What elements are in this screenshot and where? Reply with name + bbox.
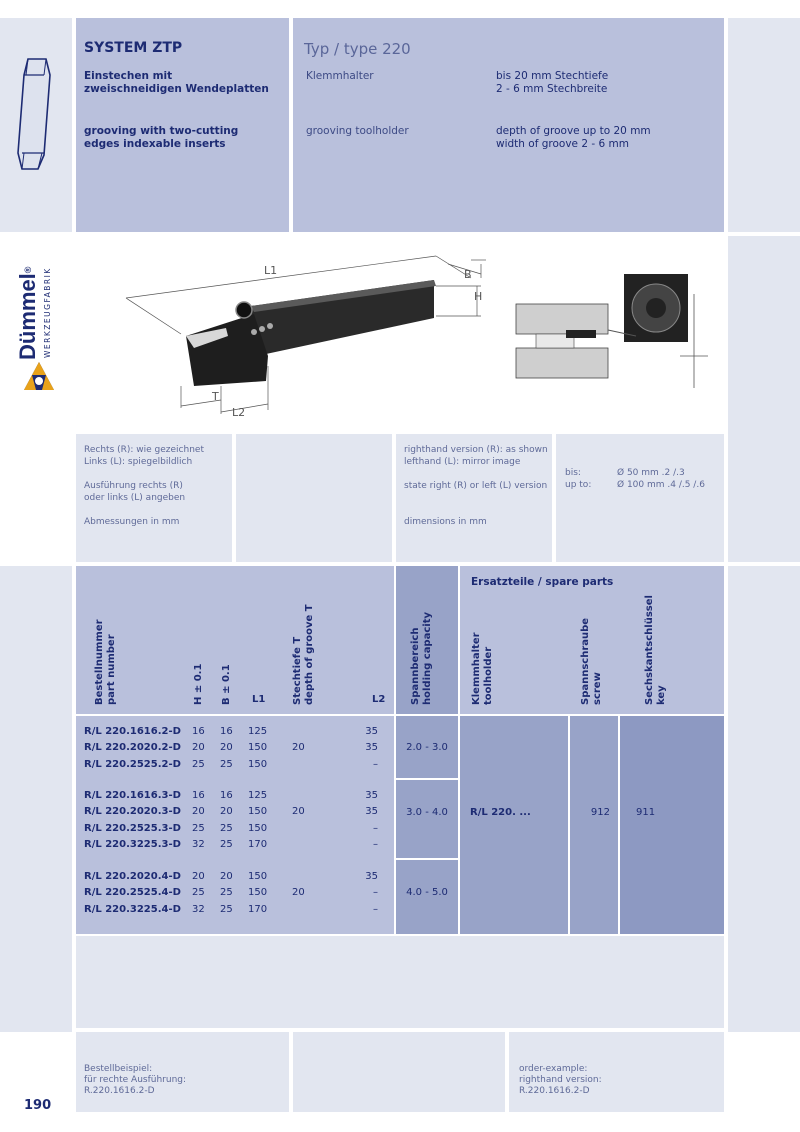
h-value: 16 — [192, 790, 205, 801]
label-h: H — [474, 290, 483, 303]
depth-value: 20 — [292, 742, 305, 754]
l2-value: – — [373, 758, 378, 770]
capacity-value: 2.0 - 3.0 — [406, 742, 448, 753]
header-toolholder-en: toolholder — [483, 646, 494, 705]
right-mid-panel — [728, 236, 800, 562]
info-de-line: Rechts (R): wie gezeichnet — [84, 445, 204, 455]
de-holder: Klemmhalter — [306, 70, 374, 82]
en-desc-line: edges indexable inserts — [84, 138, 226, 150]
bis-label: bis: — [565, 468, 581, 478]
info-panel-4 — [556, 434, 724, 562]
header-h: H ± 0.1 — [193, 663, 204, 705]
header-toolholder-de: Klemmhalter — [471, 632, 482, 705]
key-value: 911 — [636, 807, 656, 818]
label-t: T — [212, 390, 219, 403]
capacity-info — [565, 467, 705, 491]
l2-value: 35 — [365, 726, 378, 737]
b-value: 16 — [220, 790, 233, 801]
part-number: R/L 220.1616.2-D — [84, 726, 181, 737]
header-screw-en: screw — [592, 672, 603, 705]
part-number: R/L 220.3225.4-D — [84, 903, 181, 915]
l2-value: 35 — [365, 742, 378, 754]
b-value: 20 — [220, 742, 233, 754]
part-number: R/L 220.2525.3-D — [84, 822, 181, 834]
part-number: R/L 220.1616.3-D — [84, 790, 181, 801]
type-title: Typ / type 220 — [304, 40, 411, 58]
table-row — [84, 724, 378, 740]
part-number: R/L 220.3225.3-D — [84, 838, 181, 850]
l1-value: 170 — [248, 903, 268, 915]
header-key-de: Sechskantschlüssel — [644, 595, 655, 705]
technical-drawing — [76, 236, 724, 432]
en-depth-line: width of groove 2 - 6 mm — [496, 138, 629, 150]
de-desc-line: zweischneidigen Wendeplatten — [84, 83, 269, 95]
footer-panel-2 — [293, 1032, 505, 1112]
info-panel-2 — [236, 434, 392, 562]
l2-value: – — [373, 903, 378, 915]
header-depth-de: Stechtiefe T — [292, 636, 303, 705]
h-value: 25 — [192, 822, 205, 834]
h-value: 20 — [192, 871, 205, 882]
toolholder-cell — [460, 716, 568, 934]
l1-value: 150 — [248, 887, 268, 899]
de-depth — [496, 70, 608, 96]
part-number: R/L 220.2020.2-D — [84, 742, 181, 754]
b-value: 20 — [220, 871, 233, 882]
l2-value: 35 — [365, 806, 378, 818]
h-value: 20 — [192, 806, 205, 818]
brand-name: Dümmel — [15, 273, 40, 360]
header-part-number — [94, 619, 118, 705]
footer-de — [84, 1064, 186, 1097]
footer-en — [519, 1064, 602, 1097]
h-value: 32 — [192, 903, 205, 915]
en-description — [84, 125, 238, 151]
brand-sub: WERKZEUGFABRIK — [43, 267, 52, 358]
capacity-value: 4.0 - 5.0 — [406, 887, 448, 898]
group-3-rows — [84, 869, 378, 918]
header-depth — [292, 604, 316, 705]
footer-en-line: righthand version: — [519, 1075, 602, 1085]
table-row — [84, 837, 378, 853]
info-en-line: state right (R) or left (L) version — [404, 481, 548, 491]
capacity-cell-2 — [396, 780, 458, 858]
h-value: 20 — [192, 742, 205, 754]
spare-parts-title: Ersatzteile / spare parts — [471, 576, 614, 588]
l1-value: 150 — [248, 871, 268, 882]
de-description — [84, 70, 269, 96]
part-number: R/L 220.2020.3-D — [84, 806, 181, 818]
table-row — [84, 757, 378, 773]
header-screw — [580, 618, 604, 705]
bis-value: Ø 50 mm .2 /.3 — [617, 468, 685, 478]
depth-value: 20 — [292, 806, 305, 818]
sidebar-table-panel — [0, 566, 72, 1032]
header-part-number-en: part number — [106, 634, 117, 705]
l1-value: 150 — [248, 806, 268, 818]
l1-value: 125 — [248, 790, 268, 801]
de-depth-line: bis 20 mm Stechtiefe — [496, 70, 609, 82]
info-de-line: Abmessungen in mm — [84, 517, 180, 527]
screw-cell — [570, 716, 618, 934]
header-depth-en: depth of groove T — [304, 604, 315, 705]
right-top-panel — [728, 18, 800, 232]
b-value: 25 — [220, 758, 233, 770]
l2-value: 35 — [365, 790, 378, 801]
table-row — [84, 740, 378, 756]
info-en — [404, 444, 548, 528]
l1-value: 170 — [248, 838, 268, 850]
l2-value: – — [373, 822, 378, 834]
page-number: 190 — [24, 1098, 52, 1113]
header-capacity-de: Spannbereich — [410, 627, 421, 705]
key-cell — [620, 716, 724, 934]
table-footer-panel — [76, 936, 724, 1028]
label-b: B — [464, 268, 472, 281]
footer-en-line: R.220.1616.2-D — [519, 1086, 590, 1096]
footer-de-line: für rechte Ausführung: — [84, 1075, 187, 1085]
b-value: 25 — [220, 822, 233, 834]
b-value: 16 — [220, 726, 233, 737]
table-row — [84, 821, 378, 837]
info-de — [84, 444, 204, 528]
info-en-line: righthand version (R): as shown — [404, 445, 548, 455]
header-toolholder — [471, 632, 495, 705]
header-l2: L2 — [372, 694, 386, 705]
footer-en-line: order-example: — [519, 1064, 588, 1074]
en-depth — [496, 125, 651, 151]
header-screw-de: Spannschraube — [580, 617, 591, 705]
l2-value: 35 — [365, 871, 378, 882]
l2-value: – — [373, 838, 378, 850]
toolholder-value: R/L 220. ... — [470, 807, 531, 818]
l1-value: 150 — [248, 758, 268, 770]
label-l2: L2 — [232, 406, 246, 419]
upto-label: up to: — [565, 480, 592, 490]
table-row — [84, 869, 378, 885]
en-holder: grooving toolholder — [306, 125, 409, 137]
table-row — [84, 788, 378, 804]
h-value: 25 — [192, 758, 205, 770]
header-capacity — [410, 612, 434, 705]
sidebar-footer-panel — [0, 1032, 72, 1094]
capacity-value: 3.0 - 4.0 — [406, 807, 448, 818]
b-value: 25 — [220, 903, 233, 915]
group-1-rows — [84, 724, 378, 773]
footer-de-line: Bestellbeispiel: — [84, 1064, 153, 1074]
header-key-en: key — [656, 685, 667, 705]
h-value: 25 — [192, 887, 205, 899]
upto-value: Ø 100 mm .4 /.5 /.6 — [617, 480, 705, 490]
en-desc-line: grooving with two-cutting — [84, 125, 239, 137]
table-header-main — [76, 566, 394, 714]
header-b: B ± 0.1 — [221, 664, 232, 705]
footer-de-line: R.220.1616.2-D — [84, 1086, 155, 1096]
b-value: 25 — [220, 838, 233, 850]
header-capacity-en: holding capacity — [422, 612, 433, 705]
group-2-rows — [84, 788, 378, 853]
right-table-panel — [728, 566, 800, 1032]
header-l1: L1 — [252, 694, 266, 705]
info-de-line: Links (L): spiegelbildlich — [84, 457, 193, 467]
l1-value: 150 — [248, 822, 268, 834]
info-en-line: dimensions in mm — [404, 517, 487, 527]
brand-emblem-icon — [22, 360, 56, 394]
brand-reg: ® — [23, 266, 33, 274]
insert-icon — [14, 55, 54, 173]
screw-value: 912 — [590, 807, 610, 818]
part-number: R/L 220.2020.4-D — [84, 871, 181, 882]
h-value: 32 — [192, 838, 205, 850]
b-value: 20 — [220, 806, 233, 818]
de-depth-line: 2 - 6 mm Stechbreite — [496, 83, 608, 95]
info-en-line: lefthand (L): mirror image — [404, 457, 521, 467]
depth-value: 20 — [292, 887, 305, 899]
l1-value: 150 — [248, 742, 268, 754]
b-value: 25 — [220, 887, 233, 899]
h-value: 16 — [192, 726, 205, 737]
info-de-line: Ausführung rechts (R) — [84, 481, 183, 491]
header-key — [644, 595, 668, 705]
system-title: SYSTEM ZTP — [84, 40, 183, 56]
label-l1: L1 — [264, 264, 278, 277]
de-desc-line: Einstechen mit — [84, 70, 173, 82]
table-row — [84, 902, 378, 918]
en-depth-line: depth of groove up to 20 mm — [496, 125, 651, 137]
part-number: R/L 220.2525.2-D — [84, 758, 181, 770]
table-row — [84, 885, 378, 901]
part-number: R/L 220.2525.4-D — [84, 887, 181, 899]
l1-value: 125 — [248, 726, 268, 737]
header-part-number-de: Bestellnummer — [94, 619, 105, 705]
info-de-line: oder links (L) angeben — [84, 493, 186, 503]
l2-value: – — [373, 887, 378, 899]
table-row — [84, 804, 378, 820]
